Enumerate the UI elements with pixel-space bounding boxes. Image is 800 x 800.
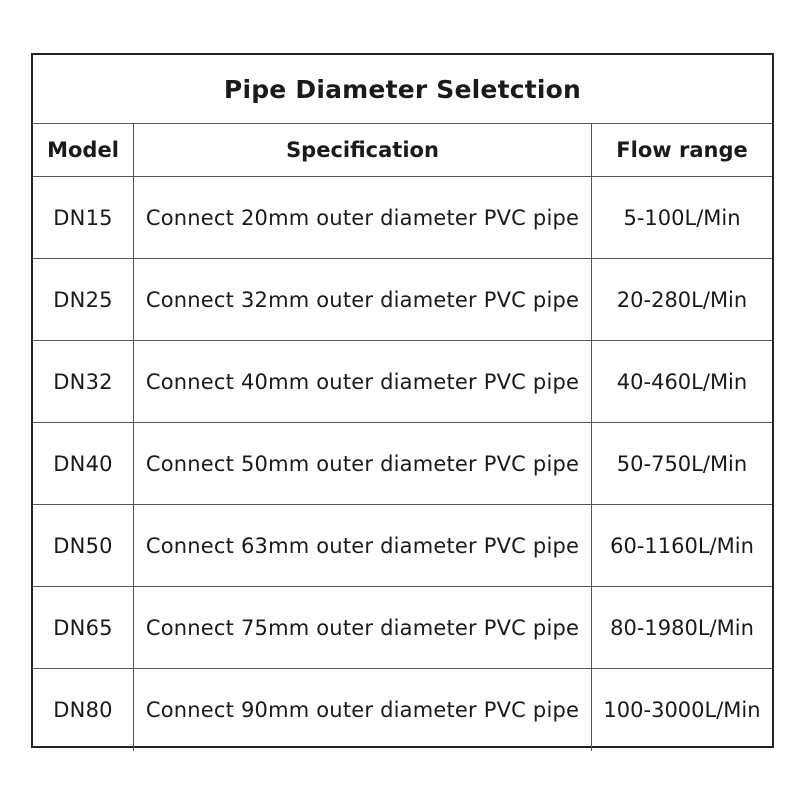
model-cell: DN65 — [33, 587, 134, 669]
specification-cell: Connect 90mm outer diameter PVC pipe — [134, 669, 592, 751]
flow-range-cell: 100-3000L/Min — [603, 698, 761, 722]
model-cell: DN50 — [33, 505, 134, 587]
flow-range-cell: 50-750L/Min — [592, 423, 772, 505]
flow-range-cell: 5-100L/Min — [592, 177, 772, 259]
model-cell: DN32 — [33, 341, 134, 423]
flow-range-cell: 40-460L/Min — [592, 341, 772, 423]
specification-cell: Connect 75mm outer diameter PVC pipe — [134, 587, 592, 669]
column-header-flow-range: Flow range — [592, 124, 772, 177]
specification-cell: Connect 63mm outer diameter PVC pipe — [134, 505, 592, 587]
specification-cell: Connect 50mm outer diameter PVC pipe — [134, 423, 592, 505]
model-cell: DN80 — [33, 669, 134, 751]
column-header-specification: Specification — [134, 124, 592, 177]
specification-cell: Connect 32mm outer diameter PVC pipe — [134, 259, 592, 341]
specification-cell: Connect 40mm outer diameter PVC pipe — [134, 341, 592, 423]
table-title: Pipe Diameter Seletction — [33, 55, 772, 124]
flow-range-cell: 60-1160L/Min — [592, 505, 772, 587]
model-cell: DN40 — [33, 423, 134, 505]
model-cell: DN15 — [33, 177, 134, 259]
flow-range-cell: 80-1980L/Min — [592, 587, 772, 669]
flow-range-cell: 20-280L/Min — [592, 259, 772, 341]
table-grid — [33, 124, 772, 751]
column-header-model: Model — [33, 124, 134, 177]
specification-cell: Connect 20mm outer diameter PVC pipe — [134, 177, 592, 259]
model-cell: DN25 — [33, 259, 134, 341]
pipe-diameter-table — [31, 53, 774, 748]
